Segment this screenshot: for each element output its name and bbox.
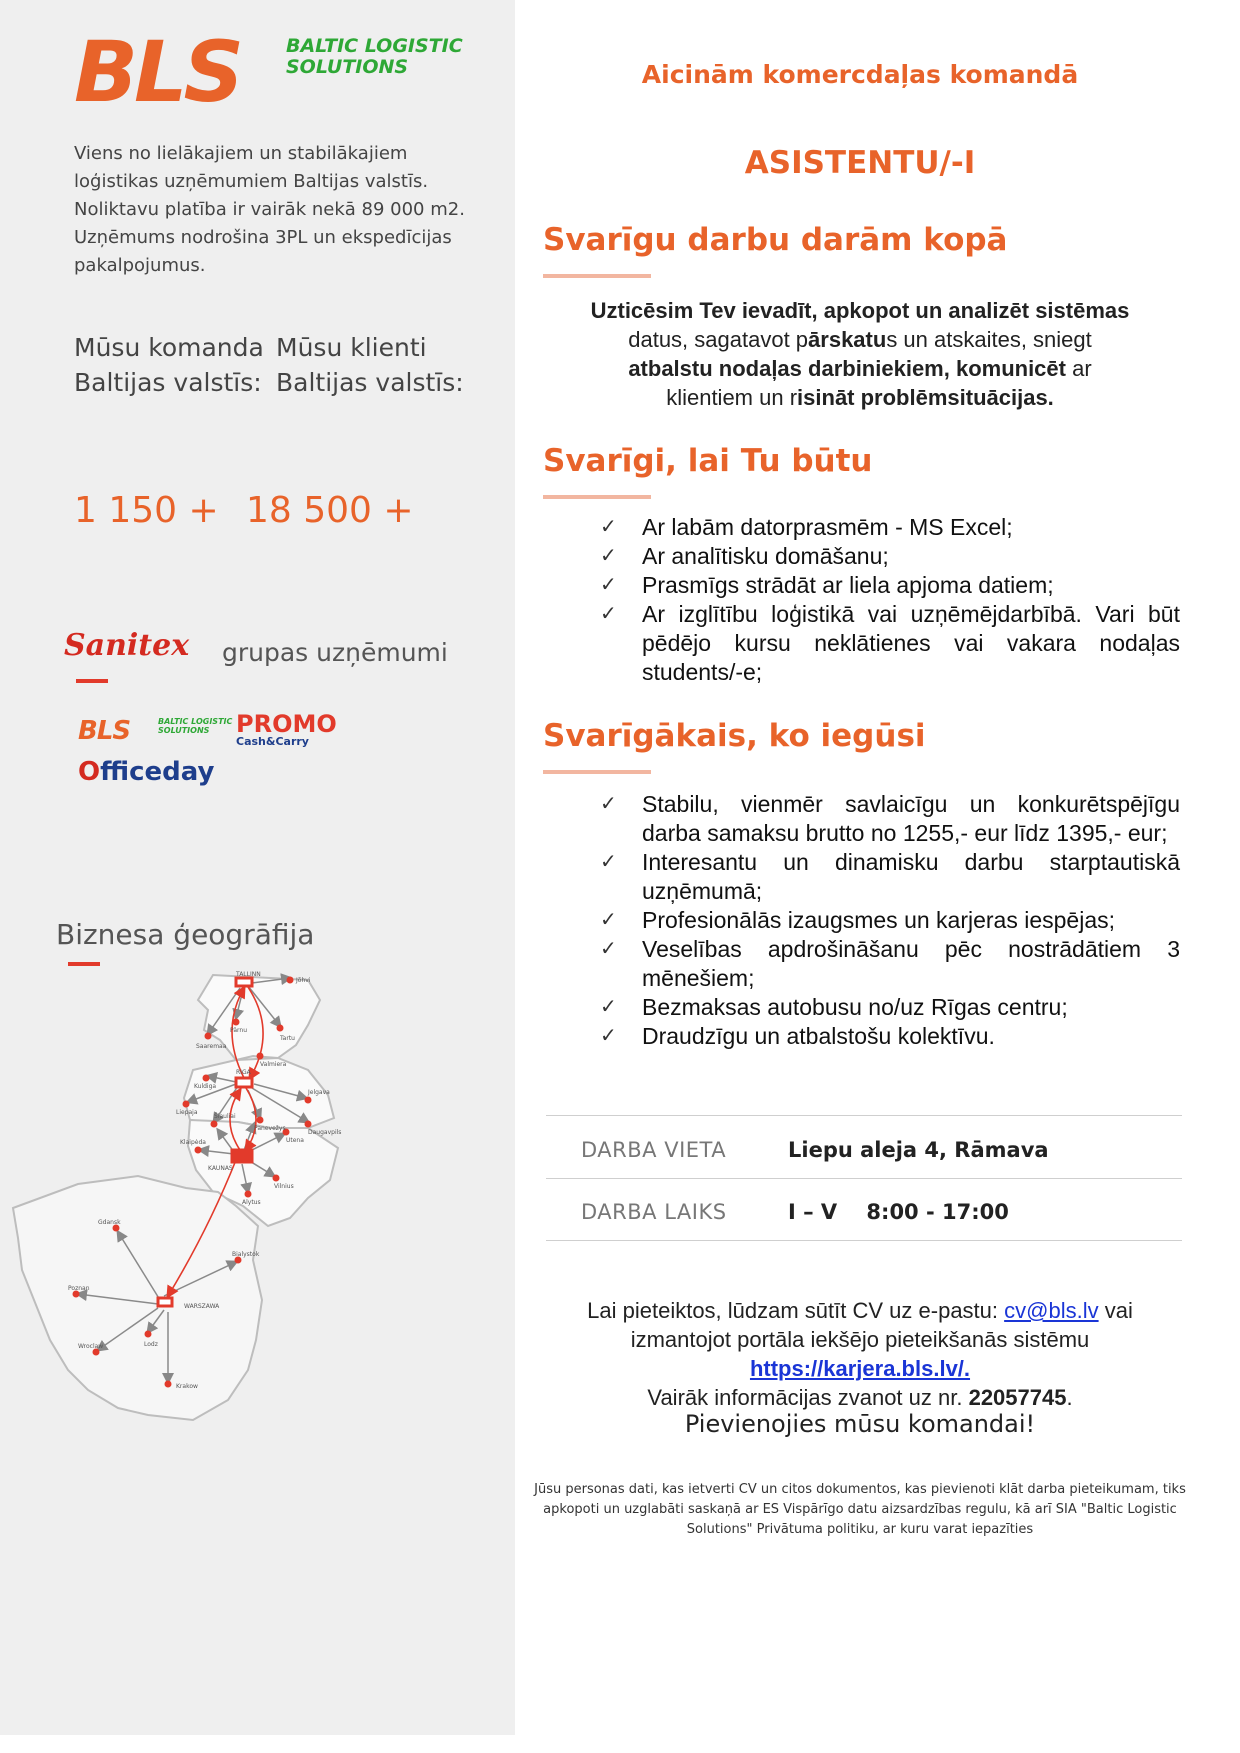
group-divider: [76, 679, 108, 683]
position-title: ASISTENTU/-I: [744, 145, 976, 181]
list-item: [600, 906, 1180, 935]
benefit-text: Veselības apdrošināšanu pēc nostrādātiem 3 mēnešiem;: [642, 936, 1180, 991]
requirement-text: Prasmīgs strādāt ar liela apjoma datiem;: [642, 572, 1054, 598]
info-divider-bottom: [546, 1240, 1182, 1241]
section-benefits-title: Svarīgākais, ko iegūsi: [543, 718, 926, 754]
map-city-label: Vilnius: [274, 1183, 294, 1190]
lead-bold2: ārskatu: [808, 327, 887, 352]
map-city-label: Utena: [286, 1137, 304, 1144]
application-instructions: [535, 1296, 1185, 1412]
warszawa-hub: [158, 1298, 172, 1306]
join-call-to-action: Pievienojies mūsu komandai!: [684, 1410, 1036, 1438]
clients-stat-label: [276, 330, 464, 400]
map-city-label: Klaipėda: [180, 1139, 206, 1146]
map-city-label: Šiauliai: [214, 1113, 236, 1120]
map-city-label: Jelgava: [308, 1089, 330, 1096]
benefit-text: Bezmaksas autobusu no/uz Rīgas centru;: [642, 994, 1068, 1020]
list-item: [600, 935, 1180, 993]
map-city-label: Krakow: [176, 1383, 198, 1390]
lead-text2: s un atskaites, sniegt: [886, 327, 1092, 352]
info-divider-middle: [546, 1178, 1182, 1179]
kaunas-hub: [232, 1150, 252, 1162]
bls-small-logo-name-line1: BALTIC LOGISTIC: [158, 717, 233, 726]
requirement-text: Ar izglītību loģistikā vai uzņēmējdarbībā. Vari būt pēdējo kursu neklātienes vai vakara nodaļas students/-e;: [642, 601, 1180, 685]
lead-text4: klientiem un r: [666, 385, 798, 410]
riga-hub: [236, 1078, 252, 1087]
map-city-label: Alytus: [242, 1199, 261, 1206]
team-stat-label-line2: Baltijas valstīs:: [74, 368, 262, 397]
list-item: [600, 542, 1180, 571]
check-icon: ✓: [600, 603, 617, 625]
benefit-text: Profesionālās izaugsmes un karjeras iespējas;: [642, 907, 1116, 933]
benefit-text: Stabilu, vienmēr savlaicīgu un konkurētspējīgu darba samaksu brutto no 1255,- eur līdz 1395,- eur;: [642, 791, 1180, 846]
officeday-logo: [78, 757, 214, 787]
list-item: [600, 790, 1180, 848]
phone-number: 22057745: [968, 1385, 1067, 1410]
apply-text3: izmantojot portāla iekšējo pieteikšanās sistēmu: [630, 1327, 1090, 1352]
officeday-logo-rest: fficeday: [100, 757, 215, 787]
tallinn-hub: [236, 978, 252, 986]
section-work-title: Svarīgu darbu darām kopā: [543, 222, 1008, 258]
map-city-label: RIGA: [236, 1069, 251, 1076]
benefit-text: Interesantu un dinamisku darbu starptautiskā uzņēmumā;: [642, 849, 1180, 904]
check-icon: ✓: [600, 516, 617, 538]
workplace-label: DARBA VIETA: [581, 1138, 727, 1162]
check-icon: ✓: [600, 851, 617, 873]
bls-logo-name-line1: BALTIC LOGISTIC: [286, 35, 463, 57]
bls-small-logo-name: [158, 717, 232, 735]
map-city-label: Daugavpils: [308, 1129, 342, 1136]
list-item: [600, 1022, 1180, 1051]
map-city-label: Wroclaw: [78, 1343, 104, 1350]
list-item: [600, 513, 1180, 542]
lead-line1: Uzticēsim Tev ievadīt, apkopot un analizēt sistēmas: [590, 298, 1130, 323]
promo-logo: PROMO: [236, 710, 337, 738]
workplace-value: Liepu aleja 4, Rāmava: [788, 1138, 1049, 1162]
map-city-label: Bialystok: [232, 1251, 260, 1258]
info-divider-top: [546, 1115, 1182, 1116]
apply-text2: vai: [1098, 1298, 1133, 1323]
apply-text4: Vairāk informācijas zvanot uz nr.: [647, 1385, 969, 1410]
company-intro: Viens no lielākajiem un stabilākajiem loģistikas uzņēmumiem Baltijas valstīs. Noliktavu platība ir vairāk nekā 89 000 m2. Uzņēmums nodrošina 3PL un ekspedīcijas pakalpojumus.: [74, 143, 465, 276]
geography-divider: [68, 962, 100, 966]
list-item: [600, 600, 1180, 687]
lead-bold4: isināt problēmsituācijas.: [797, 385, 1054, 410]
clients-stat-label-line1: Mūsu klienti: [276, 333, 427, 362]
map-city-label: Liepaja: [176, 1109, 198, 1116]
list-item: [600, 571, 1180, 600]
career-portal-link[interactable]: https://karjera.bls.lv/.: [749, 1356, 971, 1381]
check-icon: ✓: [600, 793, 617, 815]
check-icon: ✓: [600, 545, 617, 567]
map-city-label: KAUNAS: [208, 1165, 233, 1172]
promo-logo-sub: Cash&Carry: [236, 735, 309, 748]
bls-small-logo-name-line2: SOLUTIONS: [158, 726, 210, 735]
check-icon: ✓: [600, 938, 617, 960]
sanitex-logo: Sanitex: [64, 628, 190, 663]
privacy-notice: Jūsu personas dati, kas ietverti CV un citos dokumentos, kas pievienoti klāt darba pieteikumam, tiks apkopoti un uzglabāti saskaņā ar ES Vispārīgo datu aizsardzības regulu, kā arī SIA "Baltic Logistic Solutions" Privātuma politiku, ar kuru varat iepazīties: [534, 1482, 1186, 1537]
benefits-list: [600, 790, 1180, 1051]
team-stat-label-line1: Mūsu komanda: [74, 333, 264, 362]
map-city-label: Poznan: [68, 1285, 90, 1292]
section-work-divider: [543, 274, 651, 278]
team-stat-label: [74, 330, 264, 400]
requirement-text: Ar labām datorprasmēm - MS Excel;: [642, 514, 1013, 540]
sidebar: [0, 0, 515, 1735]
section-requirements-title: Svarīgi, lai Tu būtu: [543, 443, 873, 479]
bls-logo-name: [286, 36, 463, 78]
group-companies-label: grupas uzņēmumi: [222, 638, 448, 667]
officeday-logo-o: O: [78, 757, 101, 787]
email-link[interactable]: cv@bls.lv: [1004, 1298, 1099, 1323]
map-city-label: TALLINN: [236, 971, 261, 978]
check-icon: ✓: [600, 1025, 617, 1047]
poland-shape: [13, 1176, 262, 1420]
map-city-label: WARSZAWA: [184, 1303, 220, 1310]
business-geography-map: [8, 970, 378, 1430]
requirement-text: Ar analītisku domāšanu;: [642, 543, 889, 569]
clients-stat-label-line2: Baltijas valstīs:: [276, 368, 464, 397]
map-city-label: Valmiera: [260, 1061, 287, 1068]
map-city-label: Lodz: [144, 1341, 158, 1348]
invite-heading: Aicinām komercdaļas komandā: [641, 60, 1079, 89]
check-icon: ✓: [600, 909, 617, 931]
bls-logo-mark: BLS: [74, 23, 241, 121]
bls-small-logo: BLS: [78, 716, 131, 746]
clients-stat-value: 18 500 +: [246, 490, 414, 531]
job-description: [545, 296, 1175, 412]
lead-bold3: atbalstu nodaļas darbiniekiem, komunicēt: [628, 356, 1066, 381]
map-city-label: Gdansk: [98, 1219, 121, 1226]
map-city-label: Saaremaa: [196, 1043, 227, 1050]
apply-text5: .: [1066, 1385, 1073, 1410]
map-city-label: Jõhvi: [296, 977, 311, 984]
map-city-label: Panevežys: [254, 1125, 286, 1132]
requirements-list: [600, 513, 1180, 687]
worktime-label: DARBA LAIKS: [581, 1200, 727, 1224]
map-city-label: Kuldiga: [194, 1083, 217, 1090]
lead-text3: ar: [1065, 356, 1092, 381]
worktime-value: I – V 8:00 - 17:00: [788, 1200, 1009, 1224]
team-stat-value: 1 150 +: [74, 490, 219, 531]
section-requirements-divider: [543, 495, 651, 499]
benefit-text: Draudzīgu un atbalstošu kolektīvu.: [642, 1023, 995, 1049]
check-icon: ✓: [600, 574, 617, 596]
check-icon: ✓: [600, 996, 617, 1018]
section-benefits-divider: [543, 770, 651, 774]
bls-logo-name-line2: SOLUTIONS: [286, 56, 409, 78]
map-city-label: Pärnu: [230, 1027, 247, 1034]
geography-title: Biznesa ģeogrāfija: [56, 918, 315, 951]
list-item: [600, 848, 1180, 906]
apply-text1: Lai pieteiktos, lūdzam sūtīt CV uz e-pastu:: [587, 1298, 1005, 1323]
map-city-label: Tartu: [280, 1035, 295, 1042]
list-item: [600, 993, 1180, 1022]
lead-text1: datus, sagatavot p: [628, 327, 809, 352]
